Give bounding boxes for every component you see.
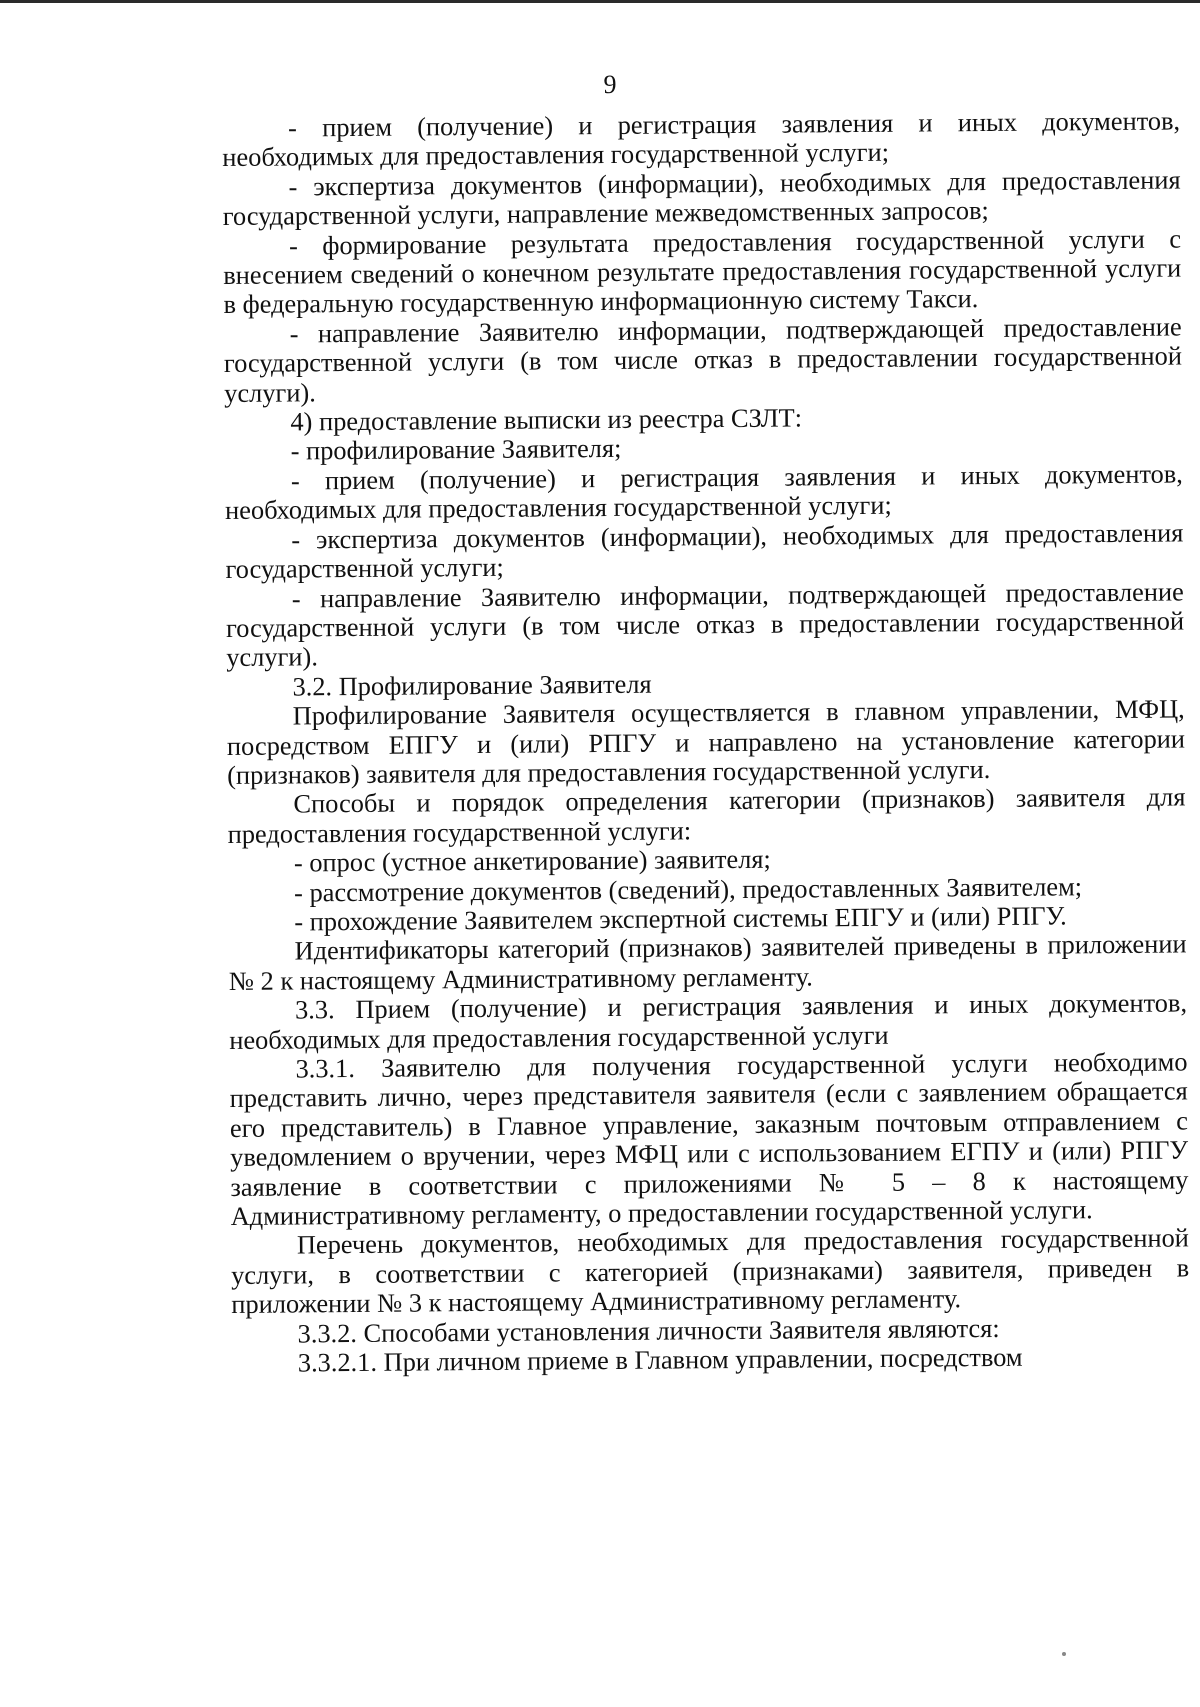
paragraph: - прохождение Заявителем экспертной системы ЕПГУ и (или) РПГУ.: [294, 900, 1067, 937]
section-heading: 3.3. Прием (получение) и регистрация заявления и иных документов, необходимых для предоставления государственной услуги: [229, 987, 1188, 1055]
paragraph: Профилирование Заявителя осуществляется в главном управлении, МФЦ, посредством ЕПГУ и (или) РПГУ и направлено на установление категории (признаков) заявителя для предоставления государственной услуги.: [226, 693, 1186, 790]
document-body: [222, 106, 1190, 1378]
paragraph: Перечень документов, необходимых для предоставления государственной услуги, в соответствии с категорией (признаками) заявителя, приведен в приложении № 3 к настоящему Административному регламенту.: [230, 1222, 1190, 1320]
paragraph: - опрос (устное анкетирование) заявителя;: [293, 843, 771, 878]
paragraph: - экспертиза документов (информации), необходимых для предоставления государственной услуги;: [225, 517, 1184, 585]
paragraph: 3.3.2. Способами установления личности Заявителя являются:: [297, 1312, 1000, 1349]
section-heading: 3.2. Профилирование Заявителя: [292, 668, 652, 702]
paragraph: 3.3.2.1. При личном приеме в Главном управлении, посредством: [297, 1341, 1023, 1378]
paragraph: - профилирование Заявителя;: [290, 433, 622, 466]
paragraph: - формирование результата предоставления государственной услуги с внесением сведений о конечном результате предоставления государственной услуги в федеральную государственную информационную систему Такси.: [223, 223, 1182, 320]
scan-speck: [1062, 1652, 1066, 1656]
paragraph: - рассмотрение документов (сведений), предоставленных Заявителем;: [293, 870, 1083, 908]
paragraph: 4) предоставление выписки из реестра СЗЛТ:: [290, 402, 803, 437]
paragraph: Идентификаторы категорий (признаков) заявителей приведены в приложении № 2 к настоящему Административному регламенту.: [228, 928, 1187, 996]
page-number: 9: [603, 70, 617, 99]
paragraph: Способы и порядок определения категории (признаков) заявителя для предоставления государственной услуги:: [227, 781, 1186, 849]
paragraph: - экспертиза документов (информации), необходимых для предоставления государственной услуги, направление межведомственных запросов;: [222, 164, 1181, 232]
paragraph: - прием (получение) и регистрация заявления и иных документов, необходимых для предоставления государственной услуги;: [224, 458, 1183, 526]
scan-top-edge: [0, 0, 1200, 3]
paragraph: 3.3.1. Заявителю для получения государственной услуги необходимо представить лично, через представителя заявителя (если с заявлением обращается его представитель) в Главное управление, заказным почтовым отправлением с уведомлением о вручении, через МФЦ или с использованием ЕГПУ и (или) РПГУ заявление в соответствии с приложениями № 5 – 8 к настоящему Административному регламенту, о предоставлении государственной услуги.: [229, 1046, 1189, 1231]
paragraph: - направление Заявителю информации, подтверждающей предоставление государственной услуги (в том числе отказ в предоставлении государственной услуги).: [223, 311, 1183, 408]
paragraph: - прием (получение) и регистрация заявления и иных документов, необходимых для предоставления государственной услуги;: [222, 105, 1181, 173]
paragraph: - направление Заявителю информации, подтверждающей предоставление государственной услуги (в том числе отказ в предоставлении государственной услуги).: [225, 575, 1185, 673]
